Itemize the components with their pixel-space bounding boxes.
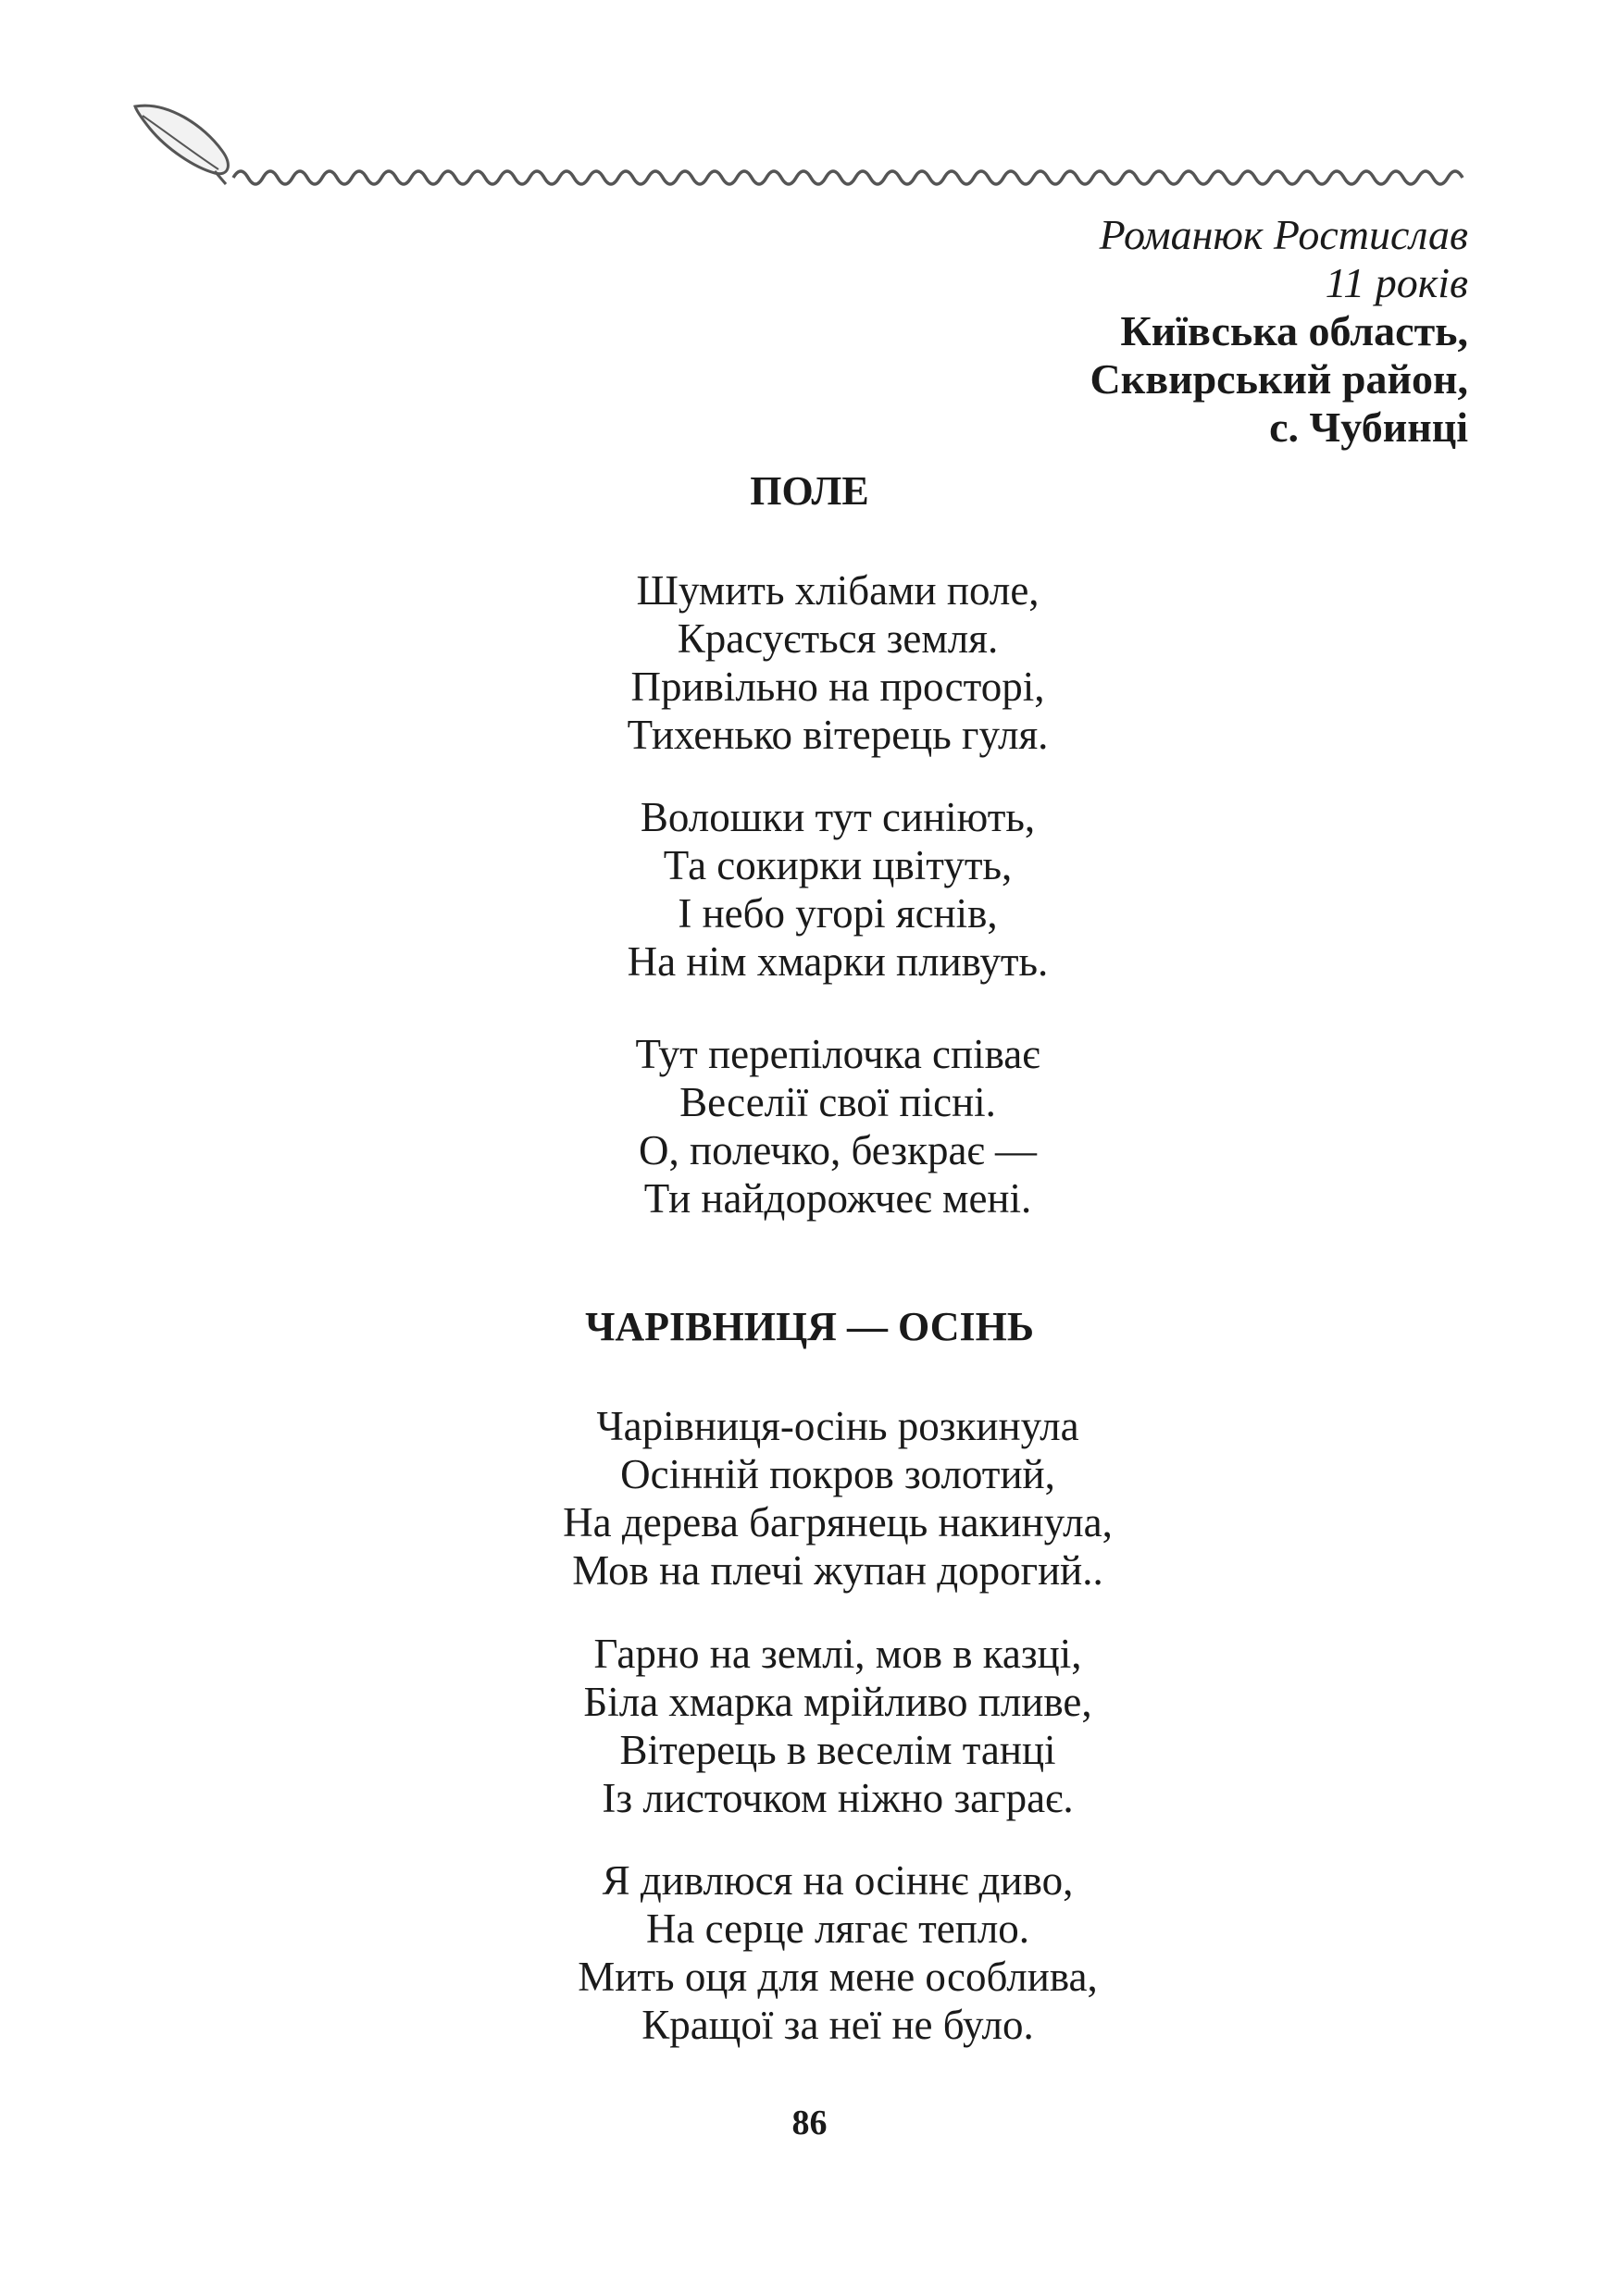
poem-title: ПОЛЕ (750, 468, 869, 514)
wavy-line (233, 171, 1463, 184)
poem-line: Із листочком ніжно заграє. (602, 1775, 1074, 1821)
poem-line: О, полечко, безкрає — (638, 1127, 1037, 1173)
author-district: Сквирський район, (1090, 355, 1468, 403)
poem-line: Кращої за неї не було. (641, 2002, 1034, 2048)
poem-stanza (0, 1030, 1619, 1222)
poem-stanza (0, 1630, 1619, 1822)
poem-line: І небо угорі яснів, (678, 890, 998, 937)
author-age: 11 років (1325, 259, 1468, 306)
poem-line: На нім хмарки пливуть. (627, 938, 1049, 985)
poem-line: Мить оця для мене особлива, (578, 1954, 1098, 2000)
page-number: 86 (791, 2104, 828, 2142)
poem-line: На серце лягає тепло. (645, 1905, 1030, 1952)
poem-stanza (0, 566, 1619, 759)
poem-stanza (0, 1856, 1619, 2049)
poem-line: Та сокирки цвітуть, (663, 842, 1013, 888)
poem-line: Я дивлюся на осіннє диво, (602, 1857, 1074, 1904)
poem-line: Привільно на просторі, (630, 664, 1045, 710)
poem-line: Ти найдорожчеє мені. (643, 1175, 1032, 1222)
poem-line: Біла хмарка мрійливо пливе, (583, 1679, 1092, 1725)
poem-line: Мов на плечі жупан дорогий.. (572, 1547, 1103, 1594)
poem-line: Волошки тут синіють, (640, 794, 1036, 840)
author-village: с. Чубинці (1269, 403, 1468, 451)
poem-title: ЧАРІВНИЦЯ — ОСІНЬ (585, 1304, 1034, 1349)
poem-line: Тихенько вітерець гуля. (627, 712, 1049, 758)
poem-line: Тут перепілочка співає (635, 1031, 1040, 1077)
author-info (1090, 211, 1469, 452)
poem-line: Вітерець в веселім танці (619, 1727, 1056, 1773)
author-name: Романюк Ростислав (1099, 211, 1468, 258)
poem-line: Красується земля. (677, 615, 999, 662)
author-region: Київська область, (1120, 307, 1468, 354)
feather-icon (135, 105, 228, 184)
poem-line: Осінній покров золотий, (620, 1451, 1055, 1497)
poem-stanza (0, 1402, 1619, 1595)
poem-line: Веселії свої пісні. (679, 1079, 996, 1125)
poem-line: Чарівниця-осінь розкинула (596, 1403, 1079, 1449)
poem-line: На дерева багрянець накинула, (563, 1499, 1113, 1545)
poem-line: Гарно на землі, мов в казці, (593, 1631, 1082, 1677)
poem-stanza (0, 793, 1619, 986)
feather-wave-ornament (130, 97, 1472, 199)
poem-line: Шумить хлібами поле, (636, 567, 1040, 614)
